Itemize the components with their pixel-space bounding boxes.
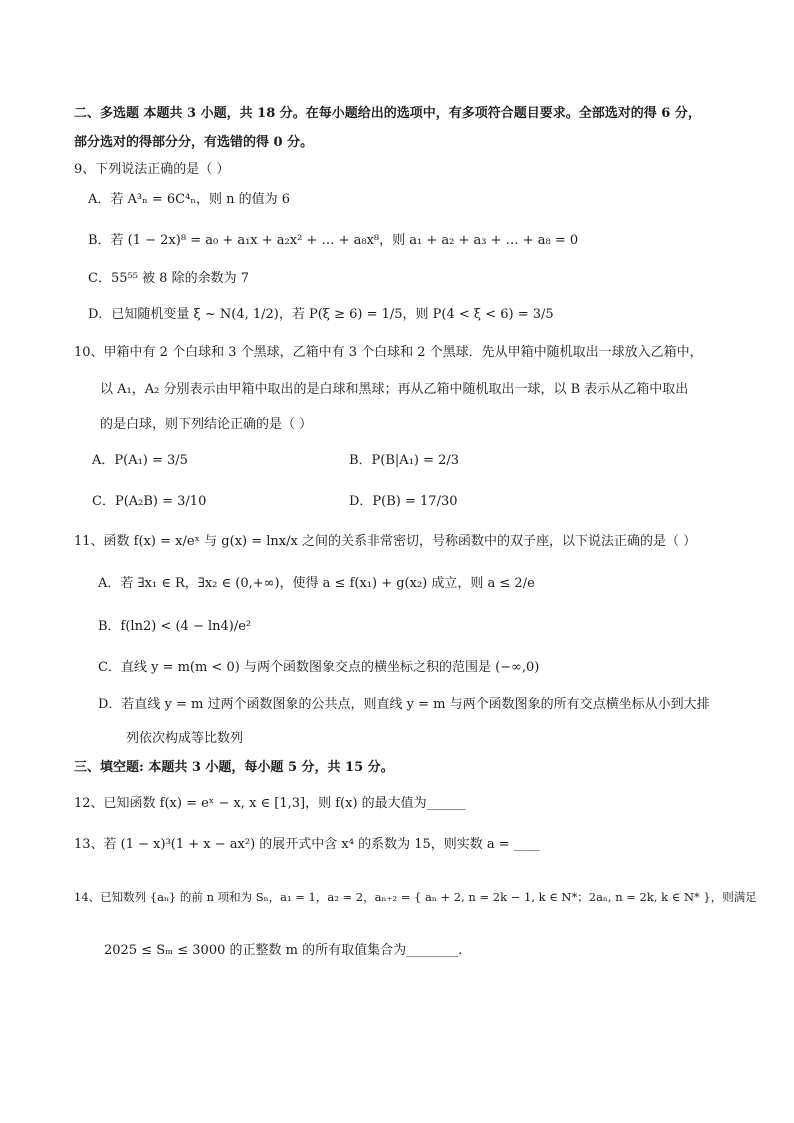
section-2-heading-line-1: 二、多选题 本题共 3 小题，共 18 分。在每小题给出的选项中，有多项符合题目要求。全部选对的得 6 分，	[74, 106, 701, 121]
q11-option-d-line-1: D．若直线 y = m 过两个函数图象的公共点，则直线 y = m 与两个函数图象的所有交点横坐标从小到大排	[98, 697, 710, 712]
q10-stem-line-1: 10、甲箱中有 2 个白球和 3 个黑球，乙箱中有 3 个白球和 2 个黑球．先从甲箱中随机取出一球放入乙箱中，	[74, 345, 703, 360]
q9-stem: 9、下列说法正确的是（ ）	[74, 162, 230, 177]
q9-option-b: B．若 (1 − 2x)⁸ = a₀ + a₁x + a₂x² + … + a₈x⁸，则 a₁ + a₂ + a₃ + … + a₈ = 0	[88, 233, 579, 248]
q10-option-d: D．P(B) = 17/30	[349, 494, 458, 509]
q11-option-a: A．若 ∃x₁ ∈ R，∃x₂ ∈ (0,+∞)，使得 a ≤ f(x₁) + g(x₂) 成立，则 a ≤ 2/e	[98, 576, 535, 591]
q13-stem: 13、若 (1 − x)³(1 + x − ax²) 的展开式中含 x⁴ 的系数为 15，则实数 a = ____	[74, 837, 540, 852]
q14-stem-line-1: 14、已知数列 {aₙ} 的前 n 项和为 Sₙ，a₁ = 1，a₂ = 2，aₙ₊₂ = { aₙ + 2, n = 2k − 1, k ∈ N*；2aₙ, n = 2k, k ∈ N* }，则满足	[74, 890, 757, 904]
q10-stem-line-3: 的是白球，则下列结论正确的是（ ）	[100, 417, 313, 432]
q11-option-d-line-2: 列依次构成等比数列	[126, 731, 244, 746]
q10-stem-line-2: 以 A₁，A₂ 分别表示由甲箱中取出的是白球和黑球；再从乙箱中随机取出一球，以 B 表示从乙箱中取出	[100, 382, 689, 397]
q11-stem: 11、函数 f(x) = x/eˣ 与 g(x) = lnx/x 之间的关系非常密切，号称函数中的双子座，以下说法正确的是（ ）	[74, 534, 697, 549]
q11-option-b: B．f(ln2) < (4 − ln4)/e²	[98, 619, 252, 634]
q10-option-a: A．P(A₁) = 3/5	[92, 453, 188, 468]
q9-option-c: C．55⁵⁵ 被 8 除的余数为 7	[88, 271, 249, 286]
q10-option-c: C．P(A₂B) = 3/10	[92, 494, 207, 509]
q11-option-c: C．直线 y = m(m < 0) 与两个函数图象交点的横坐标之积的范围是 (−∞,0)	[98, 660, 540, 675]
q9-option-d: D．已知随机变量 ξ ~ N(4, 1/2)，若 P(ξ ≥ 6) = 1/5，则 P(4 < ξ < 6) = 3/5	[88, 307, 554, 322]
q9-option-a: A．若 A³ₙ = 6C⁴ₙ，则 n 的值为 6	[88, 192, 290, 207]
section-2-heading-line-2: 部分选对的得部分分，有选错的得 0 分。	[74, 135, 314, 150]
q14-stem-line-2: 2025 ≤ Sₘ ≤ 3000 的正整数 m 的所有取值集合为________.	[104, 943, 463, 958]
q12-stem: 12、已知函数 f(x) = eˣ − x, x ∈ [1,3]，则 f(x) 的最大值为______	[74, 796, 466, 811]
q10-option-b: B．P(B|A₁) = 2/3	[349, 453, 460, 468]
section-3-heading: 三、填空题: 本题共 3 小题，每小题 5 分，共 15 分。	[74, 760, 394, 775]
